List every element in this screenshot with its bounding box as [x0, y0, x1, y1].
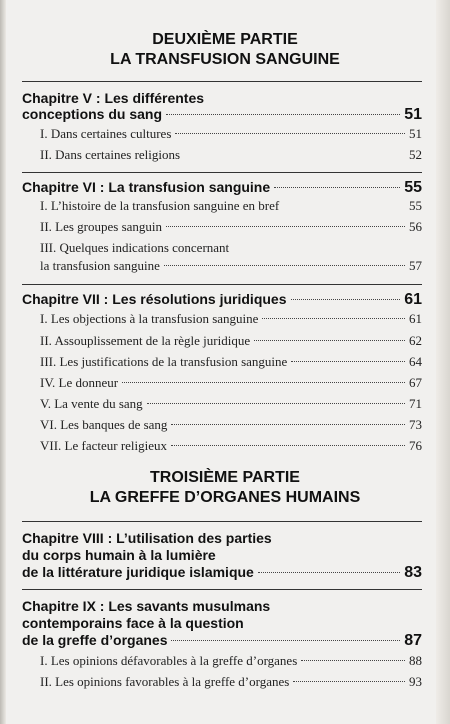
toc-entry	[22, 438, 422, 454]
entry-label: II. Les groupes sanguin	[40, 219, 163, 234]
toc-chapter-7	[22, 291, 422, 308]
dot-leader	[166, 226, 405, 227]
chapter-title-line: conceptions du sang	[22, 106, 163, 122]
entry-label: III. Quelques indications concernant	[40, 240, 230, 255]
entry-label: la transfusion sanguine	[40, 258, 160, 273]
entry-page-number: 61	[409, 311, 422, 326]
part-title-line-1: TROISIÈME PARTIE	[150, 469, 300, 486]
dot-leader	[293, 681, 405, 682]
chapter-title-line: de la littérature juridique islamique	[22, 564, 254, 580]
toc-entry	[22, 333, 422, 349]
part-title-line-2: LA TRANSFUSION SANGUINE	[110, 51, 340, 68]
entry-label: I. L’histoire de la transfusion sanguine en bref	[40, 198, 280, 213]
entry-label: III. Les justifications de la transfusion sanguine	[40, 354, 288, 369]
chapter-separator	[22, 284, 422, 285]
toc-entry	[22, 354, 422, 370]
entry-label: IV. Le donneur	[40, 375, 119, 390]
dot-leader	[175, 133, 405, 134]
entry-label: II. Dans certaines religions	[40, 147, 181, 162]
toc-entry	[22, 198, 422, 214]
toc-entry	[22, 126, 422, 142]
entry-page-number: 67	[409, 375, 422, 390]
page-edge-shadow	[0, 0, 6, 724]
chapter-title-line: du corps humain à la lumière	[22, 547, 216, 563]
page-edge-right	[436, 0, 450, 724]
dot-leader	[274, 187, 400, 188]
entry-label: I. Les opinions défavorables à la greffe d’organes	[40, 653, 298, 668]
dot-leader	[122, 382, 405, 383]
entry-page-number: 93	[409, 674, 422, 689]
entry-page-number: 88	[409, 653, 422, 668]
entry-page-number: 62	[409, 333, 422, 348]
part-title-2	[0, 30, 450, 70]
chapter-page-number: 87	[404, 632, 422, 649]
dot-leader	[171, 445, 405, 446]
entry-page-number: 55	[409, 198, 422, 213]
chapter-page-number: 83	[404, 564, 422, 581]
toc-entry	[22, 417, 422, 433]
entry-label: VI. Les banques de sang	[40, 417, 168, 432]
chapter-separator	[22, 521, 422, 522]
part-title-3	[0, 468, 450, 508]
dot-leader	[258, 572, 400, 573]
dot-leader	[171, 640, 400, 641]
chapter-title-line: de la greffe d’organes	[22, 632, 168, 648]
entry-page-number: 56	[409, 219, 422, 234]
dot-leader	[164, 265, 405, 266]
entry-label: II. Les opinions favorables à la greffe d’organes	[40, 674, 290, 689]
dot-leader	[254, 340, 405, 341]
entry-page-number: 76	[409, 438, 422, 453]
chapter-page-number: 61	[404, 291, 422, 308]
entry-label: I. Les objections à la transfusion sanguine	[40, 311, 259, 326]
chapter-title-line: Chapitre IX : Les savants musulmans	[22, 598, 271, 614]
dot-leader	[262, 318, 405, 319]
chapter-page-number: 55	[404, 179, 422, 196]
dot-leader	[291, 299, 401, 300]
dot-leader	[147, 403, 405, 404]
chapter-title-line: contemporains face à la question	[22, 615, 244, 631]
part-title-line-2: LA GREFFE D’ORGANES HUMAINS	[89, 489, 361, 506]
toc-entry	[22, 311, 422, 327]
chapter-title-line: Chapitre VI : La transfusion sanguine	[22, 179, 271, 195]
entry-page-number: 73	[409, 417, 422, 432]
entry-page-number: 52	[409, 147, 422, 162]
toc-chapter-9	[22, 632, 422, 649]
chapter-title-line: Chapitre V : Les différentes	[22, 90, 205, 106]
part-title-line-1: DEUXIÈME PARTIE	[152, 31, 298, 48]
entry-page-number: 57	[409, 258, 422, 273]
toc-entry	[22, 375, 422, 391]
entry-page-number: 64	[409, 354, 422, 369]
toc-chapter-5	[22, 106, 422, 123]
toc-entry	[22, 653, 422, 669]
dot-leader	[291, 361, 405, 362]
entry-label: VII. Le facteur religieux	[40, 438, 168, 453]
dot-leader	[171, 424, 405, 425]
toc-entry	[22, 258, 422, 274]
entry-label: I. Dans certaines cultures	[40, 126, 172, 141]
dot-leader	[301, 660, 405, 661]
toc-entry	[22, 674, 422, 690]
dot-leader	[166, 114, 400, 115]
chapter-title-line: Chapitre VIII : L’utilisation des parties	[22, 530, 272, 546]
toc-entry	[22, 219, 422, 235]
toc-chapter-8	[22, 564, 422, 581]
chapter-page-number: 51	[404, 106, 422, 123]
entry-label: V. La vente du sang	[40, 396, 143, 411]
entry-label: II. Assouplissement de la règle juridique	[40, 333, 251, 348]
entry-page-number: 51	[409, 126, 422, 141]
chapter-separator	[22, 81, 422, 82]
toc-chapter-6	[22, 179, 422, 196]
toc-entry	[22, 147, 422, 163]
entry-page-number: 71	[409, 396, 422, 411]
chapter-separator	[22, 589, 422, 590]
chapter-title-line: Chapitre VII : Les résolutions juridiques	[22, 291, 287, 307]
toc-entry	[22, 396, 422, 412]
chapter-separator	[22, 172, 422, 173]
